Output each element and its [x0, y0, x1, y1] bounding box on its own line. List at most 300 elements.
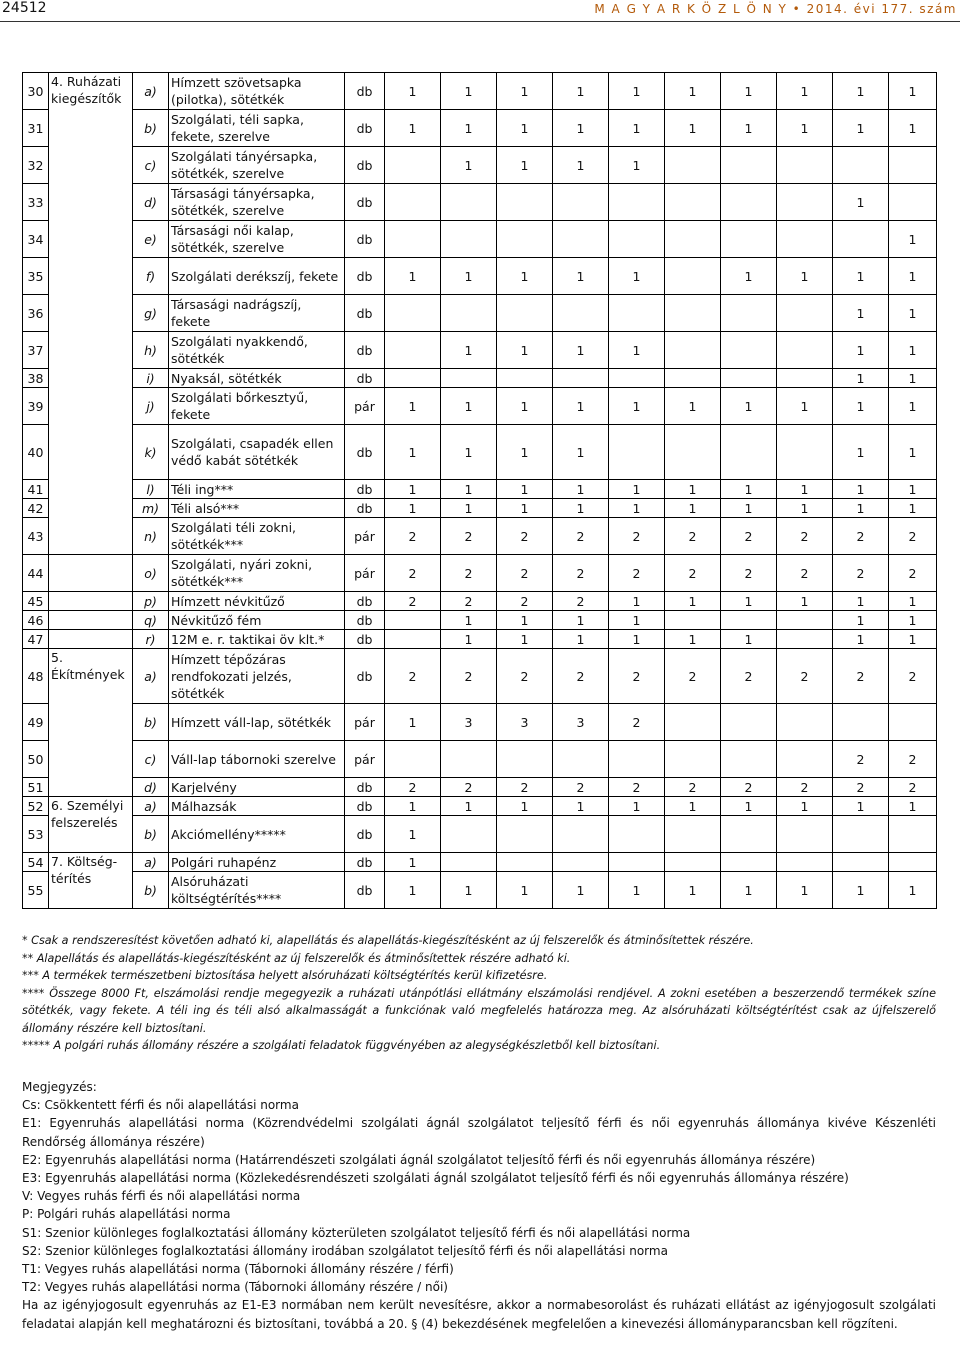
item-unit: db	[345, 816, 385, 853]
quantity-cell: 1	[665, 630, 721, 649]
item-name: Szolgálati téli zokni, sötétkék***	[169, 518, 345, 555]
quantity-cell: 1	[889, 630, 937, 649]
quantity-cell: 1	[889, 425, 937, 480]
quantity-cell: 1	[777, 872, 833, 909]
quantity-cell: 1	[553, 147, 609, 184]
quantity-cell: 1	[889, 872, 937, 909]
quantity-cell: 2	[609, 649, 665, 704]
quantity-cell: 1	[833, 872, 889, 909]
item-letter: r)	[133, 630, 169, 649]
item-unit: db	[345, 480, 385, 499]
quantity-cell	[609, 425, 665, 480]
quantity-cell: 1	[889, 499, 937, 518]
quantity-cell: 1	[833, 425, 889, 480]
quantity-cell: 1	[497, 499, 553, 518]
item-letter: q)	[133, 611, 169, 630]
quantity-cell	[497, 184, 553, 221]
item-letter: f)	[133, 258, 169, 295]
item-unit: db	[345, 649, 385, 704]
quantity-cell	[609, 853, 665, 872]
row-number: 35	[23, 258, 49, 295]
item-name: Társasági tányérsapka, sötétkék, szerelve	[169, 184, 345, 221]
item-unit: pár	[345, 388, 385, 425]
item-unit: pár	[345, 555, 385, 592]
quantity-cell: 2	[833, 555, 889, 592]
item-name: Hímzett szövetsapka (pilotka), sötétkék	[169, 73, 345, 110]
quantity-cell: 1	[721, 480, 777, 499]
quantity-cell: 1	[609, 258, 665, 295]
quantity-cell	[721, 704, 777, 741]
quantity-cell	[721, 184, 777, 221]
quantity-cell: 1	[609, 592, 665, 611]
quantity-cell: 1	[553, 425, 609, 480]
quantity-cell: 1	[441, 480, 497, 499]
item-letter: m)	[133, 499, 169, 518]
item-unit: db	[345, 797, 385, 816]
quantity-cell: 1	[665, 110, 721, 147]
item-unit: db	[345, 73, 385, 110]
quantity-cell	[721, 369, 777, 388]
quantity-cell: 1	[441, 797, 497, 816]
quantity-cell: 3	[441, 704, 497, 741]
quantity-cell: 2	[497, 555, 553, 592]
quantity-cell: 2	[553, 555, 609, 592]
quantity-cell: 2	[441, 555, 497, 592]
quantity-cell	[609, 295, 665, 332]
item-unit: db	[345, 425, 385, 480]
quantity-cell	[441, 184, 497, 221]
quantity-cell: 1	[889, 611, 937, 630]
quantity-cell: 1	[497, 332, 553, 369]
quantity-cell	[665, 704, 721, 741]
quantity-cell: 2	[385, 778, 441, 797]
item-name: Szolgálati bőrkesztyű, fekete	[169, 388, 345, 425]
table-row	[23, 73, 937, 110]
quantity-cell: 2	[441, 592, 497, 611]
quantity-cell: 1	[721, 388, 777, 425]
quantity-cell	[721, 853, 777, 872]
table-row	[23, 797, 937, 816]
table-row	[23, 295, 937, 332]
item-unit: db	[345, 592, 385, 611]
table-row	[23, 741, 937, 778]
item-unit: db	[345, 611, 385, 630]
quantity-cell: 1	[553, 388, 609, 425]
quantity-cell: 1	[721, 110, 777, 147]
item-letter: g)	[133, 295, 169, 332]
item-unit: db	[345, 872, 385, 909]
quantity-cell: 1	[441, 388, 497, 425]
quantity-cell: 2	[665, 518, 721, 555]
table-row	[23, 258, 937, 295]
quantity-cell: 1	[385, 480, 441, 499]
quantity-cell: 1	[833, 388, 889, 425]
quantity-cell	[889, 816, 937, 853]
quantity-cell: 1	[833, 611, 889, 630]
quantity-cell: 1	[833, 184, 889, 221]
quantity-cell	[665, 332, 721, 369]
quantity-cell: 1	[497, 425, 553, 480]
quantity-cell: 2	[497, 649, 553, 704]
item-letter: l)	[133, 480, 169, 499]
quantity-cell: 1	[777, 110, 833, 147]
quantity-cell	[385, 332, 441, 369]
quantity-cell: 1	[553, 110, 609, 147]
quantity-cell: 1	[441, 147, 497, 184]
quantity-cell: 1	[553, 797, 609, 816]
quantity-cell	[441, 853, 497, 872]
table-row	[23, 332, 937, 369]
quantity-cell	[721, 816, 777, 853]
item-name: Polgári ruhapénz	[169, 853, 345, 872]
quantity-cell: 2	[385, 555, 441, 592]
footnote: **** Összege 8000 Ft, elszámolási rendje megegyezik a ruházati utánpótlási ellátmány elszámolási rendjével. A zokni esetében a beszerzendő termékek színe sötétkék, vagy fekete. A téli ing és téli alsó alkalmasságát a funkciónak való megfelelés határozza meg. Az alsóruházati költségtérítést csak az újfelszerelő állomány részére kell biztosítani.	[22, 986, 936, 1035]
quantity-cell	[553, 295, 609, 332]
table-row	[23, 147, 937, 184]
quantity-cell: 2	[833, 518, 889, 555]
quantity-cell: 1	[777, 73, 833, 110]
item-unit: db	[345, 332, 385, 369]
quantity-cell: 1	[553, 73, 609, 110]
quantity-cell: 2	[441, 778, 497, 797]
row-number: 48	[23, 649, 49, 704]
section-label: 7. Költség-térítés	[49, 853, 133, 909]
quantity-cell: 1	[553, 332, 609, 369]
item-name: Társasági női kalap, sötétkék, szerelve	[169, 221, 345, 258]
note-line: T1: Vegyes ruhás alapellátási norma (Tábornoki állomány részére / férfi)	[22, 1262, 454, 1277]
quantity-cell: 1	[609, 110, 665, 147]
section-label: 4. Ruházati kiegészítők	[49, 73, 133, 555]
item-unit: db	[345, 499, 385, 518]
quantity-cell	[777, 147, 833, 184]
quantity-cell	[609, 369, 665, 388]
quantity-cell: 1	[441, 611, 497, 630]
quantity-cell	[777, 221, 833, 258]
quantity-cell: 1	[777, 592, 833, 611]
item-unit: pár	[345, 704, 385, 741]
quantity-cell: 1	[609, 73, 665, 110]
row-number: 54	[23, 853, 49, 872]
table-row	[23, 649, 937, 704]
quantity-cell	[777, 295, 833, 332]
quantity-cell: 2	[553, 518, 609, 555]
item-letter: d)	[133, 184, 169, 221]
quantity-cell	[497, 816, 553, 853]
quantity-cell	[833, 704, 889, 741]
quantity-cell: 1	[721, 592, 777, 611]
quantity-cell: 1	[385, 425, 441, 480]
quantity-cell: 2	[777, 649, 833, 704]
quantity-cell: 2	[833, 649, 889, 704]
quantity-cell: 1	[833, 369, 889, 388]
row-number: 39	[23, 388, 49, 425]
quantity-cell: 1	[385, 704, 441, 741]
row-number: 50	[23, 741, 49, 778]
quantity-cell	[889, 184, 937, 221]
quantity-cell: 2	[721, 555, 777, 592]
quantity-cell: 2	[889, 518, 937, 555]
quantity-cell: 1	[497, 258, 553, 295]
quantity-cell: 1	[665, 499, 721, 518]
page-header	[0, 0, 960, 22]
quantity-cell: 1	[385, 258, 441, 295]
quantity-cell	[833, 221, 889, 258]
item-name: Társasági nadrágszíj, fekete	[169, 295, 345, 332]
quantity-cell: 2	[889, 555, 937, 592]
item-letter: a)	[133, 853, 169, 872]
quantity-cell: 1	[441, 110, 497, 147]
quantity-cell: 2	[497, 778, 553, 797]
quantity-cell	[721, 611, 777, 630]
page-number: 24512	[2, 0, 47, 16]
quantity-cell: 1	[833, 499, 889, 518]
quantity-cell: 1	[497, 388, 553, 425]
quantity-cell	[777, 369, 833, 388]
quantity-cell: 2	[889, 649, 937, 704]
quantity-cell: 1	[665, 388, 721, 425]
item-unit: db	[345, 258, 385, 295]
item-letter: n)	[133, 518, 169, 555]
quantity-cell	[889, 147, 937, 184]
quantity-cell: 1	[777, 797, 833, 816]
quantity-cell	[777, 816, 833, 853]
quantity-cell: 1	[441, 630, 497, 649]
note-line: E3: Egyenruhás alapellátási norma (Közlekedésrendészeti szolgálati ágnál szolgálatot teljesítő férfi és női egyenruhás állománya részére)	[22, 1171, 849, 1186]
note-line: E1: Egyenruhás alapellátási norma (Közrendvédelmi szolgálati ágnál szolgálatot teljesítő férfi és női egyenruhás állománya kivéve Készenléti Rendőrség állománya részére)	[22, 1116, 936, 1149]
quantity-cell	[889, 704, 937, 741]
quantity-cell: 2	[665, 649, 721, 704]
row-number: 46	[23, 611, 49, 630]
row-number: 55	[23, 872, 49, 909]
section-label-empty	[49, 611, 133, 630]
row-number: 43	[23, 518, 49, 555]
note-line: T2: Vegyes ruhás alapellátási norma (Tábornoki állomány részére / női)	[22, 1280, 448, 1295]
quantity-cell: 1	[553, 872, 609, 909]
quantity-cell	[497, 741, 553, 778]
quantity-cell: 2	[609, 778, 665, 797]
item-name: Szolgálati, téli sapka, fekete, szerelve	[169, 110, 345, 147]
quantity-cell: 1	[721, 630, 777, 649]
table-row	[23, 816, 937, 853]
item-name: Szolgálati, csapadék ellen védő kabát sötétkék	[169, 425, 345, 480]
table-row	[23, 425, 937, 480]
notes-title: Megjegyzés:	[22, 1080, 97, 1094]
quantity-cell	[609, 741, 665, 778]
footnotes	[22, 932, 936, 1055]
row-number: 47	[23, 630, 49, 649]
quantity-cell: 1	[833, 797, 889, 816]
item-letter: b)	[133, 704, 169, 741]
quantity-cell	[385, 741, 441, 778]
section-label: 6. Személyi felszerelés	[49, 797, 133, 853]
quantity-cell	[553, 184, 609, 221]
quantity-cell: 1	[609, 872, 665, 909]
item-unit: db	[345, 221, 385, 258]
row-number: 33	[23, 184, 49, 221]
quantity-cell	[441, 295, 497, 332]
quantity-cell: 3	[553, 704, 609, 741]
quantity-cell: 1	[441, 332, 497, 369]
item-unit: db	[345, 778, 385, 797]
quantity-cell: 2	[609, 555, 665, 592]
item-letter: b)	[133, 872, 169, 909]
item-name: Hímzett tépőzáras rendfokozati jelzés, sötétkék	[169, 649, 345, 704]
quantity-cell: 2	[833, 741, 889, 778]
legend-notes	[22, 1078, 936, 1333]
quantity-cell: 1	[889, 480, 937, 499]
quantity-cell: 1	[721, 872, 777, 909]
quantity-cell: 1	[889, 592, 937, 611]
table-row	[23, 184, 937, 221]
quantity-cell: 2	[385, 649, 441, 704]
table-row	[23, 778, 937, 797]
quantity-cell: 1	[889, 258, 937, 295]
quantity-cell	[497, 295, 553, 332]
row-number: 37	[23, 332, 49, 369]
quantity-cell: 2	[609, 704, 665, 741]
item-name: Hímzett névkitűző	[169, 592, 345, 611]
row-number: 42	[23, 499, 49, 518]
item-letter: c)	[133, 741, 169, 778]
header-rule	[0, 21, 960, 22]
table-row	[23, 592, 937, 611]
quantity-cell: 1	[833, 110, 889, 147]
quantity-cell	[553, 369, 609, 388]
quantity-cell	[721, 295, 777, 332]
quantity-cell: 2	[665, 778, 721, 797]
quantity-cell: 1	[665, 73, 721, 110]
item-unit: db	[345, 369, 385, 388]
quantity-cell: 2	[497, 518, 553, 555]
quantity-cell	[553, 741, 609, 778]
quantity-cell: 1	[721, 73, 777, 110]
quantity-cell: 1	[833, 73, 889, 110]
quantity-cell	[665, 147, 721, 184]
item-name: Szolgálati, nyári zokni, sötétkék***	[169, 555, 345, 592]
row-number: 31	[23, 110, 49, 147]
quantity-cell: 1	[889, 332, 937, 369]
quantity-cell: 1	[385, 73, 441, 110]
footnote: * Csak a rendszeresítést követően adható ki, alapellátás és alapellátás-kiegészítésként az új felszerelők és átminősítettek részére.	[22, 934, 754, 947]
footnote: *** A termékek természetbeni biztosítása helyett alsóruházati költségtérítés kerül kifizetésre.	[22, 969, 548, 982]
quantity-cell: 2	[833, 778, 889, 797]
quantity-cell	[721, 332, 777, 369]
item-letter: i)	[133, 369, 169, 388]
quantity-cell	[833, 816, 889, 853]
item-unit: db	[345, 110, 385, 147]
section-label-empty	[49, 630, 133, 649]
note-line: Cs: Csökkentett férfi és női alapellátási norma	[22, 1098, 299, 1113]
item-unit: pár	[345, 741, 385, 778]
quantity-cell: 1	[441, 425, 497, 480]
quantity-cell	[665, 425, 721, 480]
quantity-cell: 1	[889, 295, 937, 332]
quantity-cell	[777, 853, 833, 872]
item-name: Téli ing***	[169, 480, 345, 499]
quantity-cell	[665, 184, 721, 221]
quantity-cell: 1	[609, 388, 665, 425]
quantity-cell: 1	[833, 295, 889, 332]
row-number: 40	[23, 425, 49, 480]
quantity-cell	[665, 853, 721, 872]
item-letter: o)	[133, 555, 169, 592]
quantity-cell	[665, 611, 721, 630]
item-unit: db	[345, 184, 385, 221]
quantity-cell: 1	[497, 73, 553, 110]
quantity-cell	[721, 221, 777, 258]
table-row	[23, 872, 937, 909]
quantity-cell	[609, 184, 665, 221]
quantity-cell: 1	[777, 480, 833, 499]
quantity-cell: 1	[665, 872, 721, 909]
quantity-cell: 1	[889, 73, 937, 110]
quantity-cell	[777, 630, 833, 649]
item-letter: b)	[133, 110, 169, 147]
item-unit: db	[345, 853, 385, 872]
quantity-cell	[665, 369, 721, 388]
quantity-cell	[665, 258, 721, 295]
quantity-cell	[553, 853, 609, 872]
quantity-cell: 1	[553, 480, 609, 499]
quantity-cell: 1	[385, 110, 441, 147]
section-label: 5. Ékítmények	[49, 649, 133, 797]
quantity-cell: 1	[889, 110, 937, 147]
quantity-cell	[385, 630, 441, 649]
quantity-cell: 1	[497, 872, 553, 909]
row-number: 51	[23, 778, 49, 797]
item-name: Akciómellény*****	[169, 816, 345, 853]
note-line: Ha az igényjogosult egyenruhás az E1-E3 normában nem került nevesítésre, akkor a normabesorolást és ruházati ellátást az igényjogosult szolgálati feladatai alapján kell meghatározni és biztosítani, továbbá a 20. § (4) bekezdésének megfelelően a kinevezési állományparancsban kell rögzíteni.	[22, 1298, 936, 1331]
row-number: 49	[23, 704, 49, 741]
row-number: 52	[23, 797, 49, 816]
quantity-cell	[721, 147, 777, 184]
quantity-cell	[665, 295, 721, 332]
item-name: Nyaksál, sötétkék	[169, 369, 345, 388]
quantity-cell: 1	[553, 258, 609, 295]
quantity-cell: 1	[497, 630, 553, 649]
row-number: 32	[23, 147, 49, 184]
quantity-cell: 1	[721, 258, 777, 295]
quantity-cell	[497, 221, 553, 258]
note-line: S2: Szenior különleges foglalkoztatási állomány irodában szolgálatot teljesítő férfi és női alapellátási norma	[22, 1243, 668, 1258]
quantity-cell: 1	[385, 499, 441, 518]
quantity-cell: 1	[497, 480, 553, 499]
item-letter: b)	[133, 816, 169, 853]
table-row	[23, 853, 937, 872]
quantity-cell: 2	[665, 555, 721, 592]
item-name: Málhazsák	[169, 797, 345, 816]
quantity-cell	[441, 741, 497, 778]
table-row	[23, 499, 937, 518]
quantity-cell: 2	[889, 741, 937, 778]
item-letter: p)	[133, 592, 169, 611]
quantity-cell: 1	[441, 872, 497, 909]
quantity-cell	[777, 425, 833, 480]
quantity-cell: 2	[385, 592, 441, 611]
quantity-cell: 1	[441, 73, 497, 110]
quantity-cell: 1	[833, 332, 889, 369]
quantity-cell: 1	[833, 258, 889, 295]
quantity-cell	[497, 369, 553, 388]
quantity-cell: 1	[665, 797, 721, 816]
quantity-cell: 1	[385, 388, 441, 425]
quantity-cell	[385, 369, 441, 388]
journal-title: M A G Y A R K Ö Z L Ö N Y • 2014. évi 177. szám	[594, 2, 957, 16]
quantity-cell: 2	[553, 592, 609, 611]
quantity-cell: 1	[553, 499, 609, 518]
quantity-cell: 2	[721, 649, 777, 704]
quantity-cell: 3	[497, 704, 553, 741]
